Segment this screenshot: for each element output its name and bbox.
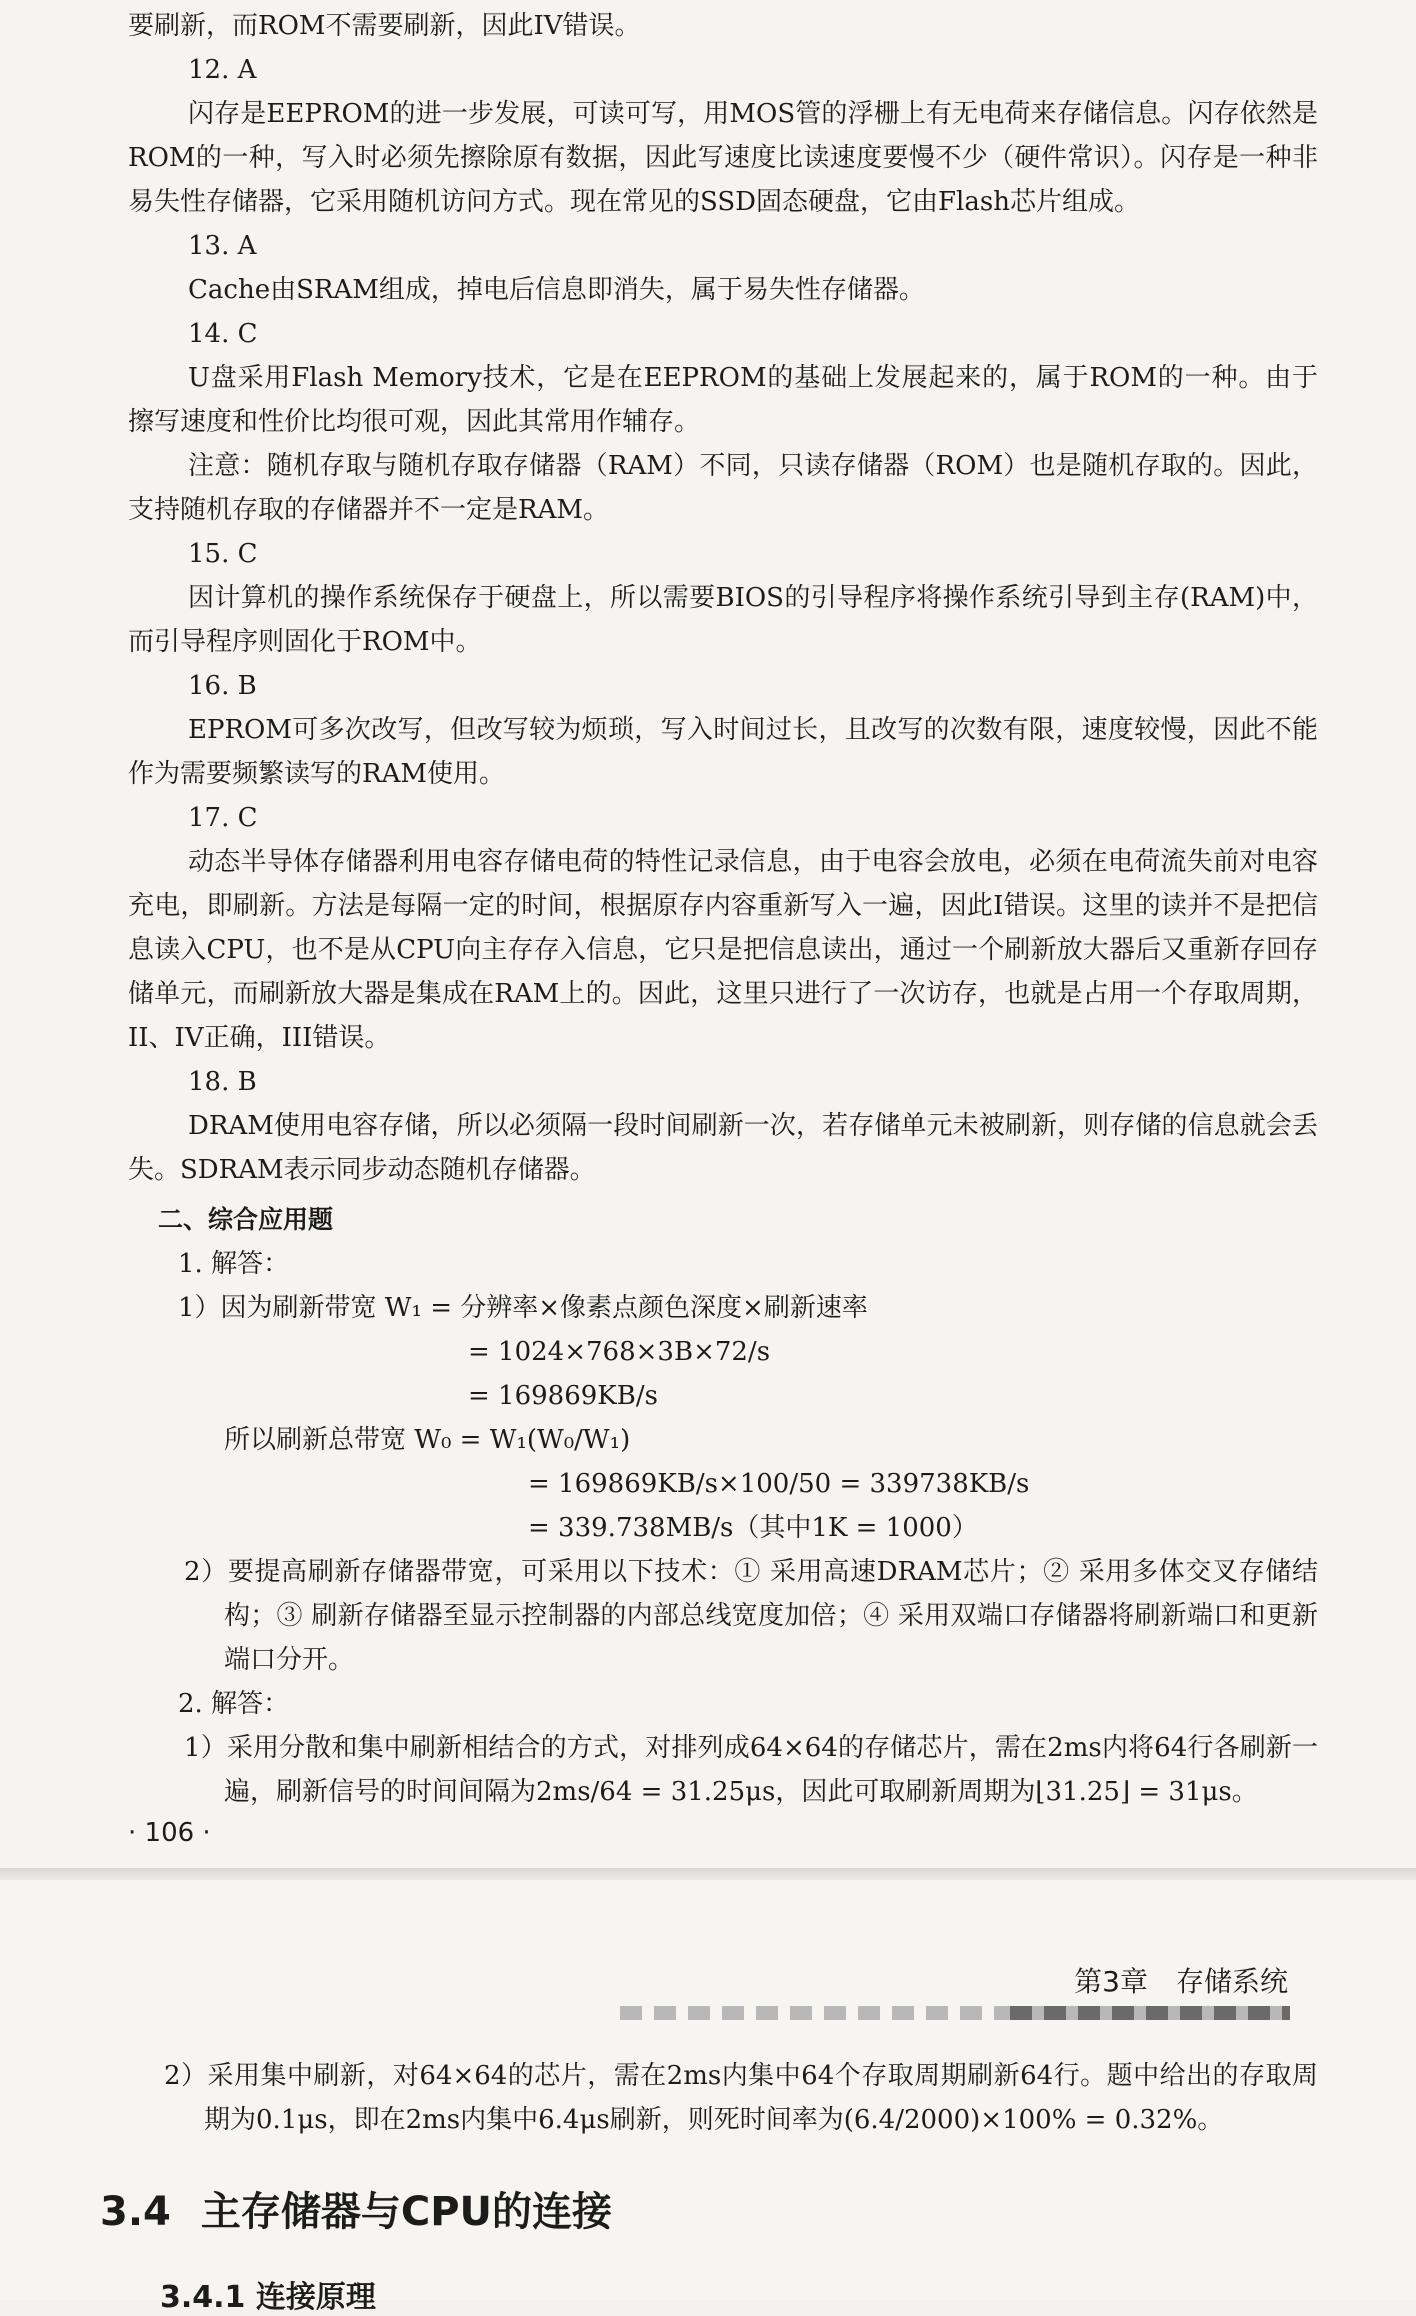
text-line: 因计算机的操作系统保存于硬盘上，所以需要BIOS的引导程序将操作系统引导到主存(RAM)中，而引导程序则固化于ROM中。 <box>128 583 1318 657</box>
page-lower-body <box>108 2054 1318 2142</box>
text-line: 18. B <box>188 1067 257 1097</box>
section-number: 3.4 <box>100 2189 171 2235</box>
text-line: 二、综合应用题 <box>158 1205 334 1234</box>
text-line: 1）因为刷新带宽 W₁ = 分辨率×像素点颜色深度×刷新速率 <box>178 1293 868 1323</box>
text-line: 17. C <box>188 803 258 833</box>
section-heading <box>100 2180 612 2237</box>
text-line: = 1024×768×3B×72/s <box>468 1337 771 1367</box>
text-line: U盘采用Flash Memory技术，它是在EEPROM的基础上发展起来的，属于ROM的一种。由于擦写速度和性价比均很可观，因此其常用作辅存。 <box>128 363 1318 437</box>
page-upper-body <box>128 4 1318 1814</box>
text-line: DRAM使用电容存储，所以必须隔一段时间刷新一次，若存储单元未被刷新，则存储的信息就会丢失。SDRAM表示同步动态随机存储器。 <box>128 1111 1318 1185</box>
text-line: 15. C <box>188 539 258 569</box>
text-line: 16. B <box>188 671 257 701</box>
text-line: 所以刷新总带宽 W₀ = W₁(W₀/W₁) <box>224 1425 631 1455</box>
text-line: 2）要提高刷新存储器带宽，可采用以下技术：① 采用高速DRAM芯片；② 采用多体交叉存储结构；③ 刷新存储器至显示控制器的内部总线宽度加倍；④ 采用双端口存储器将刷新端口和更新端口分开。 <box>184 1557 1318 1675</box>
chapter-header <box>1074 1960 1288 2000</box>
text-line: 13. A <box>188 231 257 261</box>
subsection-heading: 3.4.1 连接原理 <box>160 2280 376 2315</box>
header-decoration <box>620 2006 1290 2020</box>
text-line: 2）采用集中刷新，对64×64的芯片，需在2ms内集中64个存取周期刷新64行。题中给出的存取周期为0.1μs，即在2ms内集中6.4μs刷新，则死时间率为(6.4/2000)×100% = 0.32%。 <box>164 2061 1318 2135</box>
text-line: 要刷新，而ROM不需要刷新，因此IV错误。 <box>128 11 641 41</box>
text-line: = 169869KB/s <box>468 1381 658 1411</box>
text-line: 12. A <box>188 55 257 85</box>
text-line: 1）采用分散和集中刷新相结合的方式，对排列成64×64的存储芯片，需在2ms内将64行各刷新一遍，刷新信号的时间间隔为2ms/64 = 31.25μs，因此可取刷新周期为⌊31.25⌋ = 31μs。 <box>184 1733 1318 1807</box>
text-line: 闪存是EEPROM的进一步发展，可读可写，用MOS管的浮栅上有无电荷来存储信息。闪存依然是ROM的一种，写入时必须先擦除原有数据，因此写速度比读速度要慢不少（硬件常识）。闪存是一种非易失性存储器，它采用随机访问方式。现在常见的SSD固态硬盘，它由Flash芯片组成。 <box>128 99 1318 217</box>
section-title: 主存储器与CPU的连接 <box>200 2189 613 2235</box>
text-line: 1. 解答： <box>178 1249 290 1279</box>
chapter-title: 存储系统 <box>1175 1965 1288 1998</box>
chapter-number: 第3章 <box>1074 1965 1148 1998</box>
text-line: 2. 解答： <box>178 1689 290 1719</box>
text-line: = 169869KB/s×100/50 = 339738KB/s <box>528 1469 1030 1499</box>
page-number: · 106 · <box>128 1818 211 1848</box>
text-line: 注意：随机存取与随机存取存储器（RAM）不同，只读存储器（ROM）也是随机存取的。因此，支持随机存取的存储器并不一定是RAM。 <box>128 451 1318 525</box>
text-line: = 339.738MB/s（其中1K = 1000） <box>528 1513 978 1543</box>
text-line: EPROM可多次改写，但改写较为烦琐，写入时间过长，且改写的次数有限，速度较慢，因此不能作为需要频繁读写的RAM使用。 <box>128 715 1318 789</box>
text-line: 动态半导体存储器利用电容存储电荷的特性记录信息，由于电容会放电，必须在电荷流失前对电容充电，即刷新。方法是每隔一定的时间，根据原存内容重新写入一遍，因此I错误。这里的读并不是把信息读入CPU，也不是从CPU向主存存入信息，它只是把信息读出，通过一个刷新放大器后又重新存回存储单元，而刷新放大器是集成在RAM上的。因此，这里只进行了一次访存，也就是占用一个存取周期，II、IV正确，III错误。 <box>128 847 1318 1053</box>
text-line: Cache由SRAM组成，掉电后信息即消失，属于易失性存储器。 <box>188 275 925 305</box>
text-line: 14. C <box>188 319 258 349</box>
